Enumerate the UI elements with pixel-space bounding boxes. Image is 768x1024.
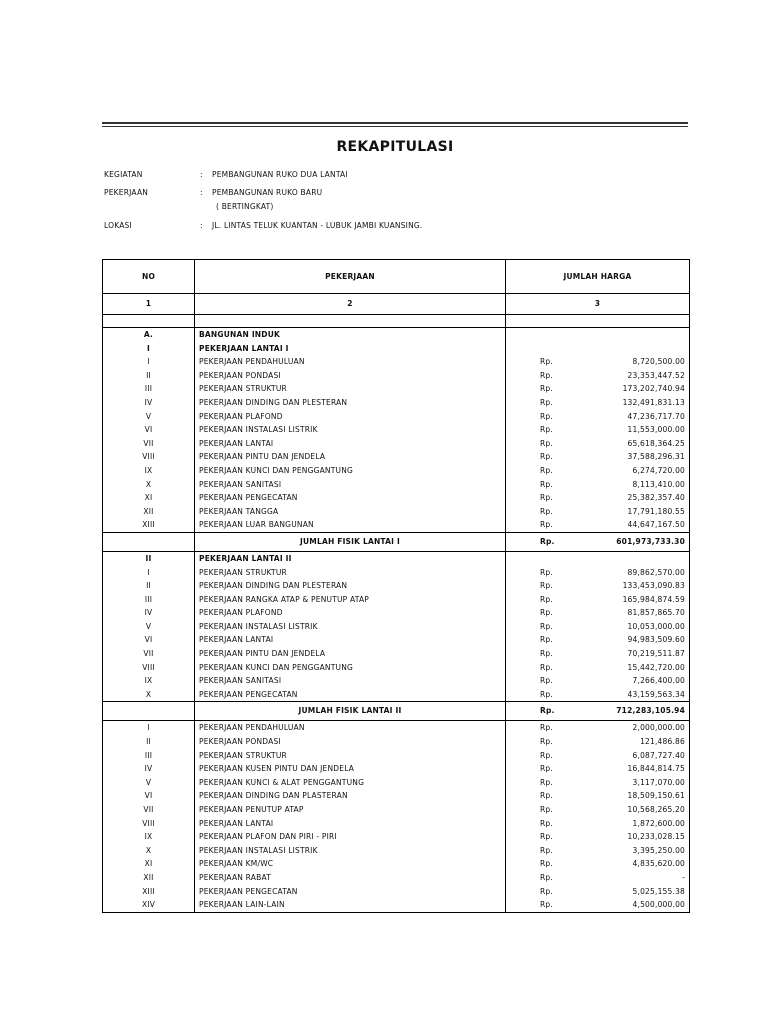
row-pekerjaan: PEKERJAAN SANITASI	[195, 674, 506, 688]
section-a-no: A.	[103, 328, 195, 342]
table-row	[103, 505, 690, 519]
lantai1-heading-row	[103, 342, 690, 356]
row-rp: Rp.	[506, 518, 580, 532]
row-no: XII	[103, 505, 195, 519]
table-row	[103, 579, 690, 593]
table-header-row	[103, 260, 690, 294]
kegiatan-label: KEGIATAN	[104, 170, 143, 179]
row-no: I	[103, 355, 195, 369]
row-rp: Rp.	[506, 885, 580, 899]
row-rp: Rp.	[506, 844, 580, 858]
row-no: VII	[103, 647, 195, 661]
lantai2-label: PEKERJAAN LANTAI II	[195, 551, 506, 565]
row-rp: Rp.	[506, 762, 580, 776]
lantai2-no: II	[103, 551, 195, 565]
row-rp: Rp.	[506, 382, 580, 396]
row-no: VIII	[103, 661, 195, 675]
row-amount: 2,000,000.00	[580, 721, 690, 735]
row-pekerjaan: PEKERJAAN PENGECATAN	[195, 491, 506, 505]
table-row	[103, 518, 690, 532]
table-row	[103, 817, 690, 831]
row-amount: 65,618,364.25	[580, 437, 690, 451]
table-row	[103, 661, 690, 675]
row-no: XIV	[103, 898, 195, 912]
row-no: VII	[103, 437, 195, 451]
table-row	[103, 423, 690, 437]
row-amount: 81,857,865.70	[580, 606, 690, 620]
table-row	[103, 674, 690, 688]
row-no: IV	[103, 606, 195, 620]
row-rp: Rp.	[506, 410, 580, 424]
row-amount: 3,117,070.00	[580, 776, 690, 790]
blank-row	[103, 315, 690, 328]
row-pekerjaan: PEKERJAAN DINDING DAN PLESTERAN	[195, 396, 506, 410]
row-no: II	[103, 735, 195, 749]
row-amount: 121,486.86	[580, 735, 690, 749]
row-amount: 47,236,717.70	[580, 410, 690, 424]
rekap-table	[102, 259, 690, 913]
row-amount: 37,588,296.31	[580, 450, 690, 464]
row-no: XIII	[103, 885, 195, 899]
row-amount: 173,202,740.94	[580, 382, 690, 396]
pekerjaan-value-line1: PEMBANGUNAN RUKO BARU	[212, 188, 323, 197]
row-pekerjaan: PEKERJAAN PLAFON DAN PIRI - PIRI	[195, 830, 506, 844]
table-row	[103, 857, 690, 871]
row-pekerjaan: PEKERJAAN KUNCI DAN PENGGANTUNG	[195, 464, 506, 478]
table-row	[103, 606, 690, 620]
row-no: V	[103, 776, 195, 790]
table-row	[103, 620, 690, 634]
row-rp: Rp.	[506, 423, 580, 437]
pekerjaan-value-line2: ( BERTINGKAT)	[216, 202, 274, 211]
row-rp: Rp.	[506, 396, 580, 410]
lokasi-colon: :	[200, 221, 203, 230]
table-row	[103, 803, 690, 817]
table-row	[103, 885, 690, 899]
row-no: V	[103, 410, 195, 424]
row-pekerjaan: PEKERJAAN LUAR BANGUNAN	[195, 518, 506, 532]
row-rp: Rp.	[506, 620, 580, 634]
row-rp: Rp.	[506, 566, 580, 580]
table-row	[103, 844, 690, 858]
row-rp: Rp.	[506, 749, 580, 763]
row-pekerjaan: PEKERJAAN LANTAI	[195, 633, 506, 647]
row-pekerjaan: PEKERJAAN LAIN-LAIN	[195, 898, 506, 912]
row-amount: 8,720,500.00	[580, 355, 690, 369]
table-row	[103, 633, 690, 647]
row-pekerjaan: PEKERJAAN KUNCI & ALAT PENGGANTUNG	[195, 776, 506, 790]
row-amount: 133,453,090.83	[580, 579, 690, 593]
table-row	[103, 437, 690, 451]
row-pekerjaan: PEKERJAAN INSTALASI LISTRIK	[195, 844, 506, 858]
row-amount: 7,266,400.00	[580, 674, 690, 688]
row-rp: Rp.	[506, 355, 580, 369]
row-rp: Rp.	[506, 478, 580, 492]
table-row	[103, 478, 690, 492]
table-row	[103, 762, 690, 776]
row-rp: Rp.	[506, 898, 580, 912]
row-amount: 25,382,357.40	[580, 491, 690, 505]
row-amount: 23,353,447.52	[580, 369, 690, 383]
table-row	[103, 382, 690, 396]
row-pekerjaan: PEKERJAAN PENDAHULUAN	[195, 355, 506, 369]
row-pekerjaan: PEKERJAAN STRUKTUR	[195, 382, 506, 396]
row-pekerjaan: PEKERJAAN TANGGA	[195, 505, 506, 519]
row-amount: 6,274,720.00	[580, 464, 690, 478]
column-number-2: 2	[195, 294, 506, 315]
row-amount: 165,984,874.59	[580, 593, 690, 607]
row-rp: Rp.	[506, 735, 580, 749]
row-no: XIII	[103, 518, 195, 532]
row-amount: 16,844,814.75	[580, 762, 690, 776]
row-rp: Rp.	[506, 491, 580, 505]
lokasi-label: LOKASI	[104, 221, 132, 230]
total-lantai2-row	[103, 702, 690, 721]
table-row	[103, 688, 690, 702]
row-pekerjaan: PEKERJAAN PONDASI	[195, 735, 506, 749]
row-pekerjaan: PEKERJAAN PENGECATAN	[195, 688, 506, 702]
row-no: III	[103, 593, 195, 607]
header-rule-thick	[102, 122, 688, 124]
row-no: II	[103, 369, 195, 383]
row-amount: 94,983,509.60	[580, 633, 690, 647]
total-lantai1-row	[103, 532, 690, 551]
column-number-3: 3	[506, 294, 690, 315]
row-amount: 6,087,727.40	[580, 749, 690, 763]
row-rp: Rp.	[506, 817, 580, 831]
row-rp: Rp.	[506, 437, 580, 451]
row-no: IX	[103, 830, 195, 844]
row-rp: Rp.	[506, 871, 580, 885]
document-title: REKAPITULASI	[336, 139, 454, 155]
row-no: VI	[103, 633, 195, 647]
table-row	[103, 410, 690, 424]
row-amount: 1,872,600.00	[580, 817, 690, 831]
table-row	[103, 749, 690, 763]
table-row	[103, 721, 690, 735]
row-rp: Rp.	[506, 857, 580, 871]
row-no: IX	[103, 464, 195, 478]
table-row	[103, 464, 690, 478]
row-amount: 70,219,511.87	[580, 647, 690, 661]
row-amount: 4,500,000.00	[580, 898, 690, 912]
row-pekerjaan: PEKERJAAN PENGECATAN	[195, 885, 506, 899]
header-rule-thin	[102, 126, 688, 127]
row-pekerjaan: PEKERJAAN INSTALASI LISTRIK	[195, 620, 506, 634]
table-row	[103, 789, 690, 803]
row-no: VII	[103, 803, 195, 817]
row-amount: 89,862,570.00	[580, 566, 690, 580]
kegiatan-value: PEMBANGUNAN RUKO DUA LANTAI	[212, 170, 348, 179]
header-pekerjaan: PEKERJAAN	[195, 260, 506, 294]
row-no: VI	[103, 423, 195, 437]
rekap-table-body	[103, 260, 690, 913]
row-amount: 43,159,563.34	[580, 688, 690, 702]
table-row	[103, 871, 690, 885]
table-row	[103, 898, 690, 912]
table-row	[103, 369, 690, 383]
row-no: V	[103, 620, 195, 634]
row-pekerjaan: PEKERJAAN DINDING DAN PLASTERAN	[195, 789, 506, 803]
row-rp: Rp.	[506, 661, 580, 675]
row-amount: 3,395,250.00	[580, 844, 690, 858]
row-pekerjaan: PEKERJAAN RABAT	[195, 871, 506, 885]
row-no: IV	[103, 396, 195, 410]
row-no: X	[103, 478, 195, 492]
row-amount: 11,553,000.00	[580, 423, 690, 437]
row-rp: Rp.	[506, 606, 580, 620]
pekerjaan-colon: :	[200, 188, 203, 197]
row-pekerjaan: PEKERJAAN LANTAI	[195, 437, 506, 451]
row-amount: 8,113,410.00	[580, 478, 690, 492]
row-pekerjaan: PEKERJAAN KUSEN PINTU DAN JENDELA	[195, 762, 506, 776]
row-no: X	[103, 688, 195, 702]
row-amount: -	[580, 871, 690, 885]
row-pekerjaan: PEKERJAAN STRUKTUR	[195, 566, 506, 580]
row-no: VI	[103, 789, 195, 803]
row-rp: Rp.	[506, 633, 580, 647]
header-no: NO	[103, 260, 195, 294]
kegiatan-colon: :	[200, 170, 203, 179]
row-pekerjaan: PEKERJAAN INSTALASI LISTRIK	[195, 423, 506, 437]
row-pekerjaan: PEKERJAAN RANGKA ATAP & PENUTUP ATAP	[195, 593, 506, 607]
row-no: I	[103, 566, 195, 580]
row-no: IV	[103, 762, 195, 776]
lantai1-no: I	[103, 342, 195, 356]
total-lantai2-rp: Rp.	[506, 702, 580, 721]
row-no: II	[103, 579, 195, 593]
header-jumlah-harga: JUMLAH HARGA	[506, 260, 690, 294]
row-pekerjaan: PEKERJAAN PLAFOND	[195, 410, 506, 424]
row-pekerjaan: PEKERJAAN LANTAI	[195, 817, 506, 831]
row-rp: Rp.	[506, 830, 580, 844]
total-lantai2-label: JUMLAH FISIK LANTAI II	[195, 702, 506, 721]
column-number-row	[103, 294, 690, 315]
row-pekerjaan: PEKERJAAN KM/WC	[195, 857, 506, 871]
total-lantai1-rp: Rp.	[506, 532, 580, 551]
row-no: III	[103, 382, 195, 396]
table-row	[103, 830, 690, 844]
row-no: VIII	[103, 817, 195, 831]
row-rp: Rp.	[506, 647, 580, 661]
lokasi-value: JL. LINTAS TELUK KUANTAN - LUBUK JAMBI KUANSING.	[212, 221, 423, 230]
row-amount: 10,053,000.00	[580, 620, 690, 634]
row-rp: Rp.	[506, 450, 580, 464]
row-amount: 44,647,167.50	[580, 518, 690, 532]
row-no: IX	[103, 674, 195, 688]
row-no: XII	[103, 871, 195, 885]
row-amount: 4,835,620.00	[580, 857, 690, 871]
row-pekerjaan: PEKERJAAN PINTU DAN JENDELA	[195, 647, 506, 661]
row-no: VIII	[103, 450, 195, 464]
row-no: XI	[103, 491, 195, 505]
row-amount: 10,233,028.15	[580, 830, 690, 844]
row-no: I	[103, 721, 195, 735]
row-rp: Rp.	[506, 789, 580, 803]
table-row	[103, 450, 690, 464]
row-rp: Rp.	[506, 464, 580, 478]
row-pekerjaan: PEKERJAAN DINDING DAN PLESTERAN	[195, 579, 506, 593]
row-pekerjaan: PEKERJAAN PENUTUP ATAP	[195, 803, 506, 817]
row-rp: Rp.	[506, 674, 580, 688]
table-row	[103, 776, 690, 790]
row-no: III	[103, 749, 195, 763]
section-a-row	[103, 328, 690, 342]
column-number-1: 1	[103, 294, 195, 315]
table-row	[103, 647, 690, 661]
row-rp: Rp.	[506, 505, 580, 519]
table-row	[103, 566, 690, 580]
row-amount: 5,025,155.38	[580, 885, 690, 899]
row-pekerjaan: PEKERJAAN SANITASI	[195, 478, 506, 492]
table-row	[103, 593, 690, 607]
row-pekerjaan: PEKERJAAN PONDASI	[195, 369, 506, 383]
pekerjaan-label: PEKERJAAN	[104, 188, 149, 197]
table-row	[103, 396, 690, 410]
section-a-label: BANGUNAN INDUK	[195, 328, 506, 342]
row-no: XI	[103, 857, 195, 871]
row-rp: Rp.	[506, 579, 580, 593]
lantai1-label: PEKERJAAN LANTAI I	[195, 342, 506, 356]
row-amount: 10,568,265.20	[580, 803, 690, 817]
row-pekerjaan: PEKERJAAN STRUKTUR	[195, 749, 506, 763]
row-rp: Rp.	[506, 721, 580, 735]
table-row	[103, 491, 690, 505]
row-rp: Rp.	[506, 776, 580, 790]
row-rp: Rp.	[506, 369, 580, 383]
row-rp: Rp.	[506, 593, 580, 607]
lantai2-heading-row	[103, 551, 690, 565]
row-amount: 18,509,150.61	[580, 789, 690, 803]
row-pekerjaan: PEKERJAAN PLAFOND	[195, 606, 506, 620]
row-rp: Rp.	[506, 688, 580, 702]
table-row	[103, 355, 690, 369]
row-amount: 17,791,180.55	[580, 505, 690, 519]
total-lantai2-amount: 712,283,105.94	[580, 702, 690, 721]
row-rp: Rp.	[506, 803, 580, 817]
row-amount: 15,442,720.00	[580, 661, 690, 675]
total-lantai1-label: JUMLAH FISIK LANTAI I	[195, 532, 506, 551]
row-pekerjaan: PEKERJAAN KUNCI DAN PENGGANTUNG	[195, 661, 506, 675]
total-lantai1-amount: 601,973,733.30	[580, 532, 690, 551]
table-row	[103, 735, 690, 749]
row-no: X	[103, 844, 195, 858]
row-amount: 132,491,831.13	[580, 396, 690, 410]
row-pekerjaan: PEKERJAAN PENDAHULUAN	[195, 721, 506, 735]
row-pekerjaan: PEKERJAAN PINTU DAN JENDELA	[195, 450, 506, 464]
